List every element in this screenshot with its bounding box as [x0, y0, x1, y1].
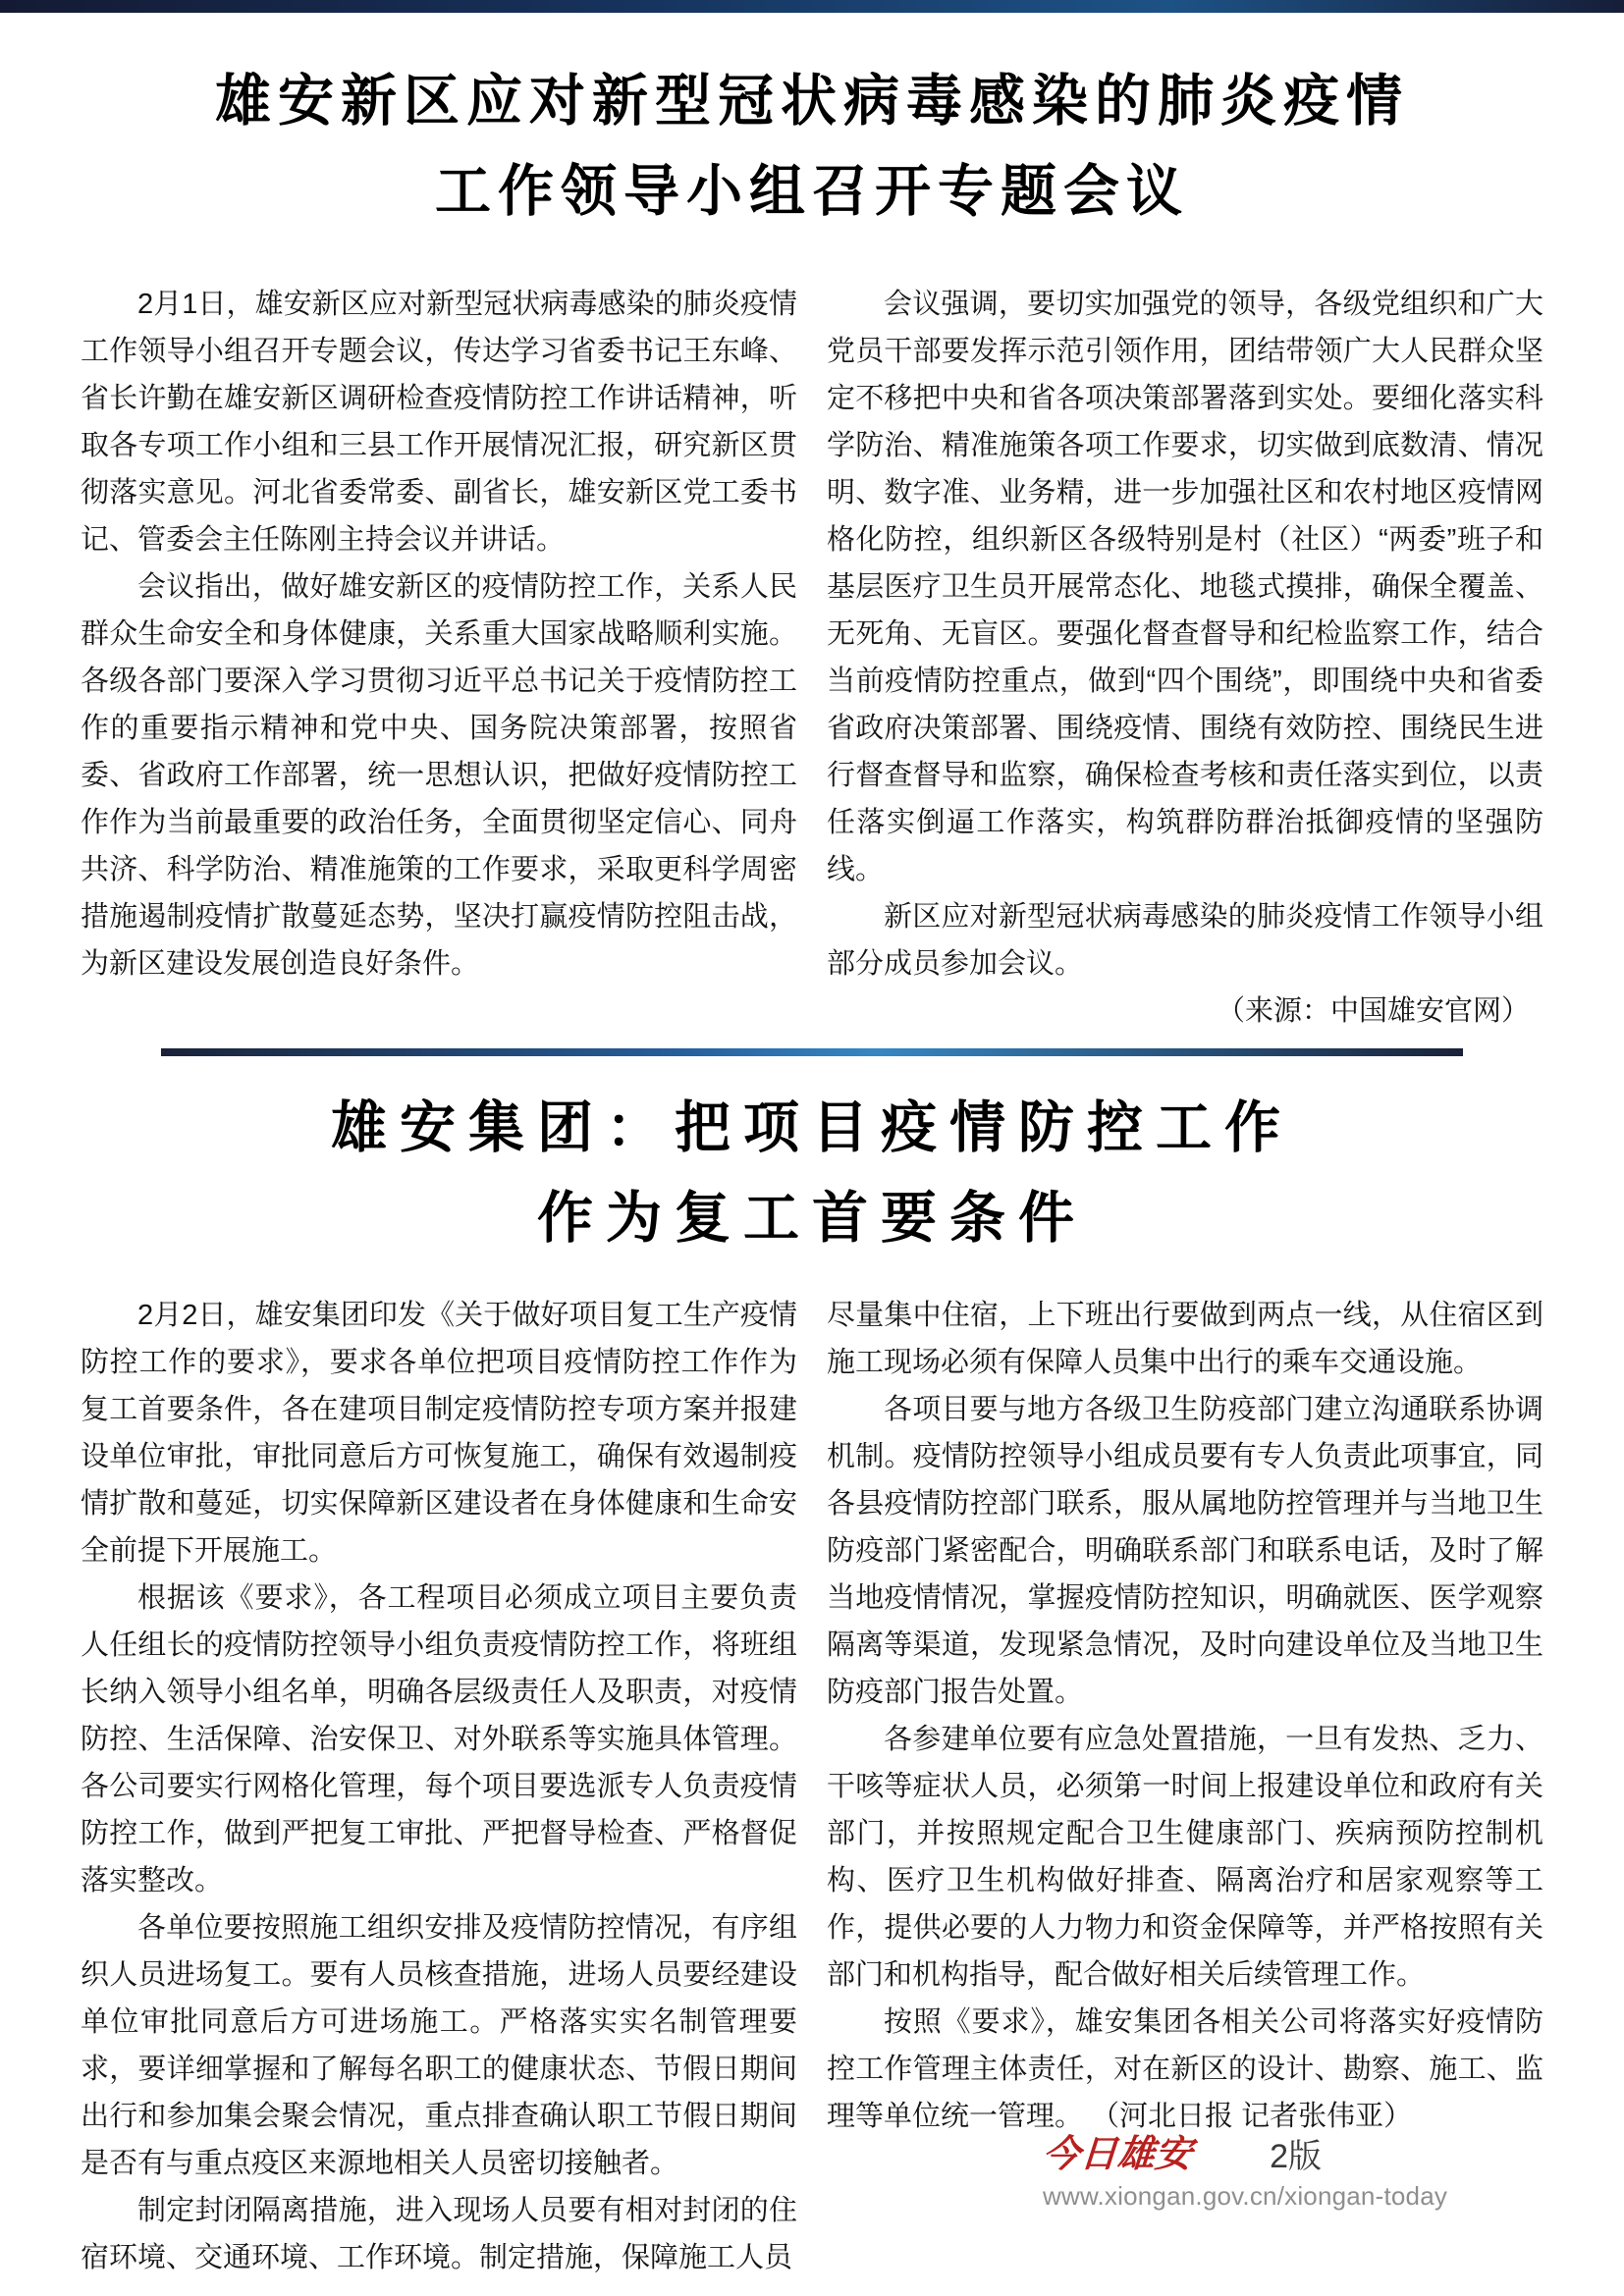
article-2-title-line-1: 雄安集团：把项目疫情防控工作: [331, 1097, 1293, 1159]
article-2-columns: [81, 1292, 1543, 2281]
article-2-title-line-2: 作为复工首要条件: [537, 1188, 1087, 1250]
article-1-title-line-1: 雄安新区应对新型冠状病毒感染的肺炎疫情: [215, 71, 1409, 133]
article-1-column-left: [81, 281, 797, 1035]
top-bar-decoration: [0, 0, 1624, 13]
footer-url: www.xiongan.gov.cn/xiongan-today: [1043, 2181, 1448, 2211]
paragraph: 会议指出，做好雄安新区的疫情防控工作，关系人民群众生命安全和身体健康，关系重大国家战略顺利实施。各级各部门要深入学习贯彻习近平总书记关于疫情防控工作的重要指示精神和党中央、国务院决策部署，按照省委、省政府工作部署，统一思想认识，把做好疫情防控工作作为当前最重要的政治任务，全面贯彻坚定信心、同舟共济、科学防治、精准施策的工作要求，采取更科学周密措施遏制疫情扩散蔓延态势，坚决打赢疫情防控阻击战，为新区建设发展创造良好条件。: [81, 571, 797, 980]
article-2-column-right: [827, 1292, 1543, 2281]
source-line: （来源：中国雄安官网）: [1216, 995, 1530, 1027]
paragraph: 新区应对新型冠状病毒感染的肺炎疫情工作领导小组部分成员参加会议。: [827, 901, 1543, 980]
footer-brand-row: [1043, 2136, 1322, 2173]
page-number: 2版: [1270, 2138, 1322, 2175]
paragraph: 按照《要求》，雄安集团各相关公司将落实好疫情防控工作管理主体责任，对在新区的设计、勘察、施工、监理等单位统一管理。 （河北日报 记者张伟亚）: [827, 2006, 1543, 2132]
article-1-title: [81, 57, 1543, 238]
article-1-columns: [81, 281, 1543, 1035]
article-2: [81, 1084, 1543, 2281]
section-divider: [161, 1048, 1463, 1056]
paragraph: 各项目要与地方各级卫生防疫部门建立沟通联系协调机制。疫情防控领导小组成员要有专人负责此项事宜，同各县疫情防控部门联系，服从属地防控管理并与当地卫生防疫部门紧密配合，明确联系部门和联系电话，及时了解当地疫情情况，掌握疫情防控知识，明确就医、医学观察隔离等渠道，发现紧急情况，及时向建设单位及当地卫生防疫部门报告处置。: [827, 1394, 1543, 1708]
paragraph: 2月2日，雄安集团印发《关于做好项目复工生产疫情防控工作的要求》，要求各单位把项目疫情防控工作作为复工首要条件，各在建项目制定疫情防控专项方案并报建设单位审批，审批同意后方可恢复施工，确保有效遏制疫情扩散和蔓延，切实保障新区建设者在身体健康和生命安全前提下开展施工。: [81, 1300, 797, 1567]
paragraph: 尽量集中住宿，上下班出行要做到两点一线，从住宿区到施工现场必须有保障人员集中出行的乘车交通设施。: [827, 1300, 1543, 1378]
paragraph: 制定封闭隔离措施，进入现场人员要有相对封闭的住宿环境、交通环境、工作环境。制定措施，保障施工人员: [81, 2195, 797, 2273]
article-1-column-right: [827, 281, 1543, 1035]
paragraph: 会议强调，要切实加强党的领导，各级党组织和广大党员干部要发挥示范引领作用，团结带领广大人民群众坚定不移把中央和省各项决策部署落到实处。要细化落实科学防治、精准施策各项工作要求，切实做到底数清、情况明、数字准、业务精，进一步加强社区和农村地区疫情网格化防控，组织新区各级特别是村（社区）“两委”班子和基层医疗卫生员开展常态化、地毯式摸排，确保全覆盖、无死角、无盲区。要强化督查督导和纪检监察工作，结合当前疫情防控重点，做到“四个围绕”，即围绕中央和省委省政府决策部署、围绕疫情、围绕有效防控、围绕民生进行督查督导和监察，确保检查考核和责任落实到位，以责任落实倒逼工作落实，构筑群防群治抵御疫情的坚强防线。: [827, 289, 1543, 885]
article-2-column-left: [81, 1292, 797, 2281]
paragraph: 各参建单位要有应急处置措施，一旦有发热、乏力、干咳等症状人员，必须第一时间上报建设单位和政府有关部门，并按照规定配合卫生健康部门、疾病预防控制机构、医疗卫生机构做好排查、隔离治疗和居家观察等工作，提供必要的人力物力和资金保障等，并严格按照有关部门和机构指导，配合做好相关后续管理工作。: [827, 1724, 1543, 1991]
article-1: [81, 57, 1543, 1035]
jinri-xiongan-logo: 今日雄安: [1041, 2134, 1194, 2175]
paragraph: 2月1日，雄安新区应对新型冠状病毒感染的肺炎疫情工作领导小组召开专题会议，传达学习省委书记王东峰、省长许勤在雄安新区调研检查疫情防控工作讲话精神，听取各专项工作小组和三县工作开展情况汇报，研究新区贯彻落实意见。河北省委常委、副省长，雄安新区党工委书记、管委会主任陈刚主持会议并讲话。: [81, 289, 797, 556]
paragraph: 根据该《要求》，各工程项目必须成立项目主要负责人任组长的疫情防控领导小组负责疫情防控工作，将班组长纳入领导小组名单，明确各层级责任人及职责，对疫情防控、生活保障、治安保卫、对外联系等实施具体管理。各公司要实行网格化管理，每个项目要选派专人负责疫情防控工作，做到严把复工审批、严把督导检查、严格督促落实整改。: [81, 1582, 797, 1896]
paragraph: 各单位要按照施工组织安排及疫情防控情况，有序组织人员进场复工。要有人员核查措施，进场人员要经建设单位审批同意后方可进场施工。严格落实实名制管理要求，要详细掌握和了解每名职工的健康状态、节假日期间出行和参加集会聚会情况，重点排查确认职工节假日期间是否有与重点疫区来源地相关人员密切接触者。: [81, 1912, 797, 2179]
article-1-title-line-2: 工作领导小组召开专题会议: [435, 161, 1189, 223]
article-2-title: [81, 1084, 1543, 1264]
page-footer: [1041, 2134, 1448, 2212]
